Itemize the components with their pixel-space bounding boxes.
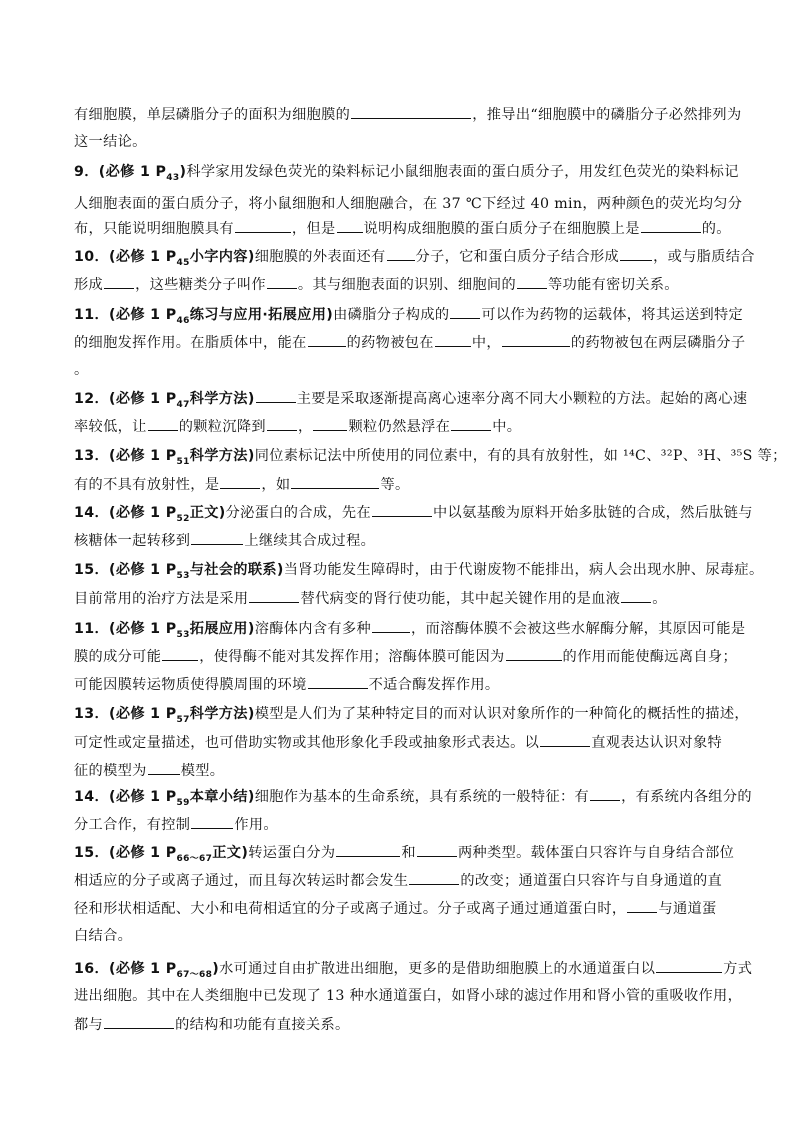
question-number: 10．: [74, 249, 109, 265]
text-segment: 中，: [471, 335, 501, 351]
text-segment: ，使得酶不能对其发挥作用；溶酶体膜可能因为: [199, 649, 505, 665]
text-segment: 核糖体一起转移到: [74, 533, 191, 549]
text-segment: 的结构和功能有直接关系。: [175, 1017, 350, 1033]
text-segment: ，推导出“细胞膜中的磷脂分子必然排列为: [472, 107, 742, 123]
text-line: [74, 674, 734, 695]
fill-in-blank[interactable]: [291, 474, 379, 489]
fill-in-blank[interactable]: [256, 388, 296, 403]
text-line: [74, 958, 753, 980]
fill-in-blank[interactable]: [191, 530, 243, 545]
text-segment: 白结合。: [74, 928, 133, 944]
text-segment: 分工合作，有控制: [74, 817, 191, 833]
text-line: [74, 474, 734, 495]
fill-in-blank[interactable]: [267, 416, 297, 431]
source-reference: (必修 1 $P_{47}$科学方法): [108, 391, 255, 410]
text-segment: 。: [652, 591, 667, 607]
text-line: [74, 104, 742, 125]
fill-in-blank[interactable]: [308, 332, 346, 347]
text-segment: 相适应的分子或离子通过，而且每次转运时都会发生: [74, 873, 409, 889]
source-reference: (必修 1 $P_{53}$拓展应用): [108, 621, 255, 640]
text-line: [74, 760, 734, 781]
text-segment: 替代病变的肾行使功能，其中起关键作用的是血液: [300, 591, 621, 607]
text-segment: 的。: [701, 221, 731, 237]
fill-in-blank[interactable]: [235, 218, 291, 233]
text-line: [74, 842, 734, 863]
text-line: [74, 304, 744, 326]
text-segment: 溶酶体内含有多种: [254, 621, 371, 637]
text-segment: 。其与细胞表面的识别、细胞间的: [297, 277, 516, 293]
text-segment: 的药物被包在: [346, 335, 434, 351]
text-line: [74, 388, 748, 410]
text-segment: 不适合酶发挥作用。: [368, 677, 500, 693]
text-line: [74, 814, 734, 835]
text-line: [74, 646, 737, 667]
question-number: 13．: [74, 706, 109, 722]
text-segment: 同位素标记法中所使用的同位素中，有的具有放射性，如 ¹⁴C、³²P、³H、³⁵S 等；: [254, 448, 787, 464]
text-segment: 有细胞膜，单层磷脂分子的面积为细胞膜的: [74, 107, 351, 123]
text-segment: 中以氨基酸为原料开始多肽链的合成，然后肽链与: [433, 505, 753, 521]
fill-in-blank[interactable]: [620, 246, 652, 261]
text-segment: 可以作为药物的运载体，将其运送到特定: [481, 307, 744, 323]
text-line: [74, 618, 746, 640]
text-segment: 由磷脂分子构成的: [333, 307, 450, 323]
text-segment: 目前常用的治疗方法是采用: [74, 591, 249, 607]
text-line: [74, 246, 755, 268]
text-line: [74, 926, 734, 946]
text-segment: 细胞作为基本的生命系统，具有系统的一般特征：有: [254, 789, 590, 805]
text-segment: 模型是人们为了某种特定目的而对认识对象所作的一种简化的概括性的描述，: [254, 706, 749, 722]
text-line: [74, 704, 749, 725]
text-line: [74, 446, 787, 467]
text-segment: 上继续其合成过程。: [244, 533, 376, 549]
fill-in-blank[interactable]: [308, 674, 368, 689]
fill-in-blank[interactable]: [435, 332, 471, 347]
fill-in-blank[interactable]: [351, 104, 471, 119]
fill-in-blank[interactable]: [104, 274, 134, 289]
fill-in-blank[interactable]: [450, 304, 480, 319]
fill-in-blank[interactable]: [220, 474, 260, 489]
text-segment: 和: [401, 845, 416, 861]
text-line: [74, 898, 734, 919]
text-segment: 这一结论。: [74, 134, 147, 150]
text-segment: 的细胞发挥作用。在脂质体中，能在: [74, 335, 307, 351]
source-reference: (必修 1 $P_{53}$与社会的联系): [108, 562, 284, 581]
text-segment: 膜的成分可能: [74, 649, 162, 665]
text-segment: 进出细胞。其中在人类细胞中已发现了 13 种水通道蛋白，如肾小球的滤过作用和肾小管的重吸收作用，: [74, 988, 743, 1004]
question-number: 16．: [74, 961, 109, 977]
text-segment: 布，只能说明细胞膜具有: [74, 221, 234, 237]
fill-in-blank[interactable]: [540, 732, 590, 747]
text-segment: 的颗粒沉降到: [178, 419, 266, 435]
text-segment: 两种类型。载体蛋白只容许与自身结合部位: [457, 845, 735, 861]
fill-in-blank[interactable]: [336, 842, 400, 857]
source-reference: (必修 1 $P_{66\sim 67}$正文): [108, 845, 249, 864]
fill-in-blank[interactable]: [641, 218, 701, 233]
text-segment: 模型。: [180, 763, 225, 779]
text-line: [74, 530, 734, 551]
text-line: [74, 732, 734, 753]
source-reference: (必修 1 $P_{46}$练习与应用·拓展应用): [108, 307, 334, 326]
question-number: 14．: [74, 789, 109, 805]
text-segment: 的药物被包在两层磷脂分子: [570, 335, 746, 351]
text-segment: 当肾功能发生障碍时，由于代谢废物不能排出，病人会出现水肿、尿毒症。: [283, 562, 764, 578]
fill-in-blank[interactable]: [148, 416, 178, 431]
fill-in-blank[interactable]: [627, 898, 657, 913]
text-segment: 征的模型为: [74, 763, 147, 779]
fill-in-blank[interactable]: [517, 274, 547, 289]
fill-in-blank[interactable]: [372, 618, 410, 633]
question-number: 15．: [74, 562, 109, 578]
source-reference: (必修 1 $P_{52}$正文): [108, 505, 226, 524]
source-reference: (必修 1 $P_{57}$科学方法): [108, 706, 255, 725]
question-number: 9．: [74, 164, 99, 180]
text-line: [74, 986, 743, 1006]
text-segment: 等。: [380, 477, 410, 493]
text-segment: 可定性或定量描述，也可借助实物或其他形象化手段或抽象形式表达。以: [74, 735, 540, 751]
text-segment: ，而溶酶体膜不会被这些水解酶分解，其原因可能是: [411, 621, 746, 637]
text-segment: ，这些糖类分子叫作: [135, 277, 266, 293]
question-number: 15．: [74, 845, 109, 861]
text-segment: 主要是采取逐渐提高离心速率分离不同大小颗粒的方法。起始的离心速: [296, 391, 748, 407]
fill-in-blank[interactable]: [409, 870, 459, 885]
fill-in-blank[interactable]: [590, 786, 620, 801]
text-segment: ，或与脂质结合: [653, 249, 755, 265]
text-segment: ，: [297, 419, 313, 435]
text-segment: 作用。: [234, 817, 278, 833]
text-line: [74, 274, 734, 295]
text-segment: 都与: [74, 1017, 104, 1033]
text-segment: 率较低，让: [74, 419, 147, 435]
question-number: 12．: [74, 391, 109, 407]
question-number: 14．: [74, 505, 109, 521]
fill-in-blank[interactable]: [502, 332, 570, 347]
fill-in-blank[interactable]: [249, 588, 299, 603]
text-segment: 的作用而能使酶远离自身；: [562, 649, 737, 665]
text-segment: 水可通过自由扩散进出细胞，更多的是借助细胞膜上的水通道蛋白以: [219, 961, 656, 977]
question-number: 11．: [74, 621, 109, 637]
text-line: [74, 588, 734, 609]
fill-in-blank[interactable]: [506, 646, 562, 661]
fill-in-blank[interactable]: [372, 502, 432, 517]
text-segment: 有的不具有放射性，是: [74, 477, 220, 493]
source-reference: (必修 1 $P_{45}$小字内容): [108, 249, 255, 268]
text-segment: 科学家用发绿色荧光的染料标记小鼠细胞表面的蛋白质分子，用发红色荧光的染料标记: [186, 164, 739, 180]
fill-in-blank[interactable]: [656, 958, 722, 973]
text-segment: 人细胞表面的蛋白质分子，将小鼠细胞和人细胞融合，在 37 ℃下经过 40 min，两种颜色的荧光均匀分: [74, 196, 743, 212]
fill-in-blank[interactable]: [387, 246, 415, 261]
text-segment: ，有系统内各组分的: [621, 789, 752, 805]
fill-in-blank[interactable]: [313, 416, 347, 431]
text-line: [74, 218, 734, 239]
text-line: [74, 1014, 734, 1035]
text-segment: 。: [74, 362, 89, 378]
text-segment: 径和形状相适配、大小和电荷相适宜的分子或离子通过。分子或离子通过通道蛋白时，: [74, 901, 627, 917]
text-segment: 颗粒仍然悬浮在: [348, 419, 451, 435]
text-segment: 形成: [74, 277, 104, 293]
fill-in-blank[interactable]: [104, 1014, 174, 1029]
text-segment: 可能因膜转运物质使得膜周围的环境: [74, 677, 307, 693]
text-line: [74, 416, 734, 437]
question-number: 13．: [74, 448, 109, 464]
question-number: 11．: [74, 307, 109, 323]
text-segment: 转运蛋白分为: [248, 845, 336, 861]
source-reference: (必修 1 $P_{43}$): [98, 164, 187, 183]
source-reference: (必修 1 $P_{59}$本章小结): [108, 789, 255, 808]
text-segment: 等功能有密切关系。: [548, 277, 679, 293]
fill-in-blank[interactable]: [148, 760, 180, 775]
text-segment: 方式: [723, 961, 753, 977]
text-line: [74, 194, 743, 214]
fill-in-blank[interactable]: [337, 218, 363, 233]
fill-in-blank[interactable]: [162, 646, 198, 661]
text-line: [74, 870, 734, 891]
text-segment: ，但是: [291, 221, 336, 237]
text-line: [74, 132, 734, 152]
text-line: [74, 560, 764, 581]
text-line: [74, 332, 746, 353]
text-segment: 说明构成细胞膜的蛋白质分子在细胞膜上是: [363, 221, 640, 237]
text-segment: 的改变；通道蛋白只容许与自身通道的直: [460, 873, 723, 889]
text-segment: 细胞膜的外表面还有: [254, 249, 386, 265]
fill-in-blank[interactable]: [417, 842, 457, 857]
source-reference: (必修 1 $P_{67\sim 68}$): [108, 961, 220, 980]
text-segment: ，如: [261, 477, 291, 493]
text-segment: 与通道蛋: [658, 901, 717, 917]
text-line: [74, 162, 739, 183]
text-segment: 中。: [492, 419, 522, 435]
fill-in-blank[interactable]: [267, 274, 297, 289]
fill-in-blank[interactable]: [451, 416, 491, 431]
fill-in-blank[interactable]: [191, 814, 233, 829]
text-segment: 直观表达认识对象特: [591, 735, 723, 751]
fill-in-blank[interactable]: [621, 588, 651, 603]
text-line: [74, 786, 752, 808]
text-segment: 分泌蛋白的合成，先在: [225, 505, 371, 521]
text-line: [74, 502, 753, 524]
text-segment: 分子，它和蛋白质分子结合形成: [415, 249, 620, 265]
source-reference: (必修 1 $P_{51}$科学方法): [108, 448, 255, 467]
text-line: [74, 360, 734, 380]
